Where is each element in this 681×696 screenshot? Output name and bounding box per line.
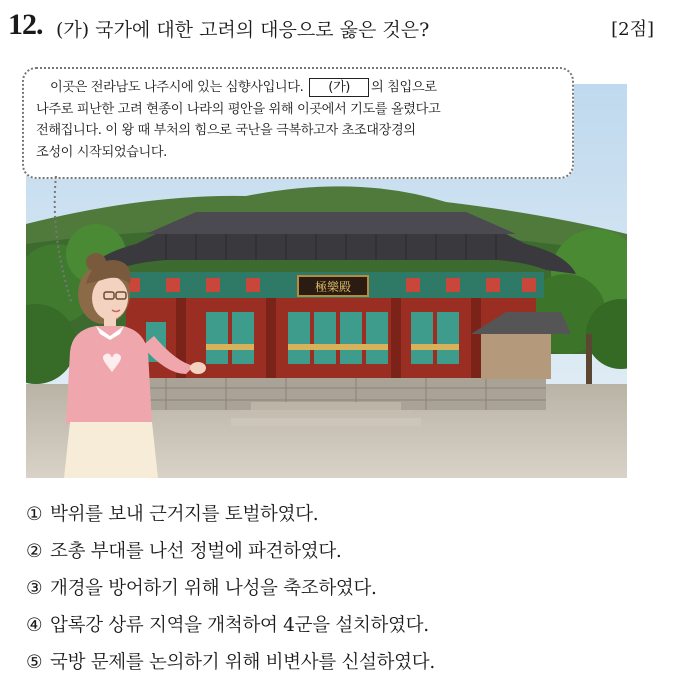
speech-bubble — [22, 67, 574, 179]
choice-4-number: ④ — [26, 615, 43, 636]
temple-signboard: 極樂殿 — [314, 280, 352, 294]
speech-line-1 — [36, 77, 560, 99]
choice-3-number: ③ — [26, 578, 43, 599]
choice-3[interactable] — [26, 574, 666, 611]
choice-1-text: 박위를 보내 근거지를 토벌하였다. — [50, 504, 319, 525]
question-header — [8, 6, 668, 46]
choice-4[interactable] — [26, 611, 666, 648]
answer-choices — [26, 500, 666, 685]
choice-2-text: 조총 부대를 나선 정벌에 파견하였다. — [50, 541, 342, 562]
speech-line-4: 조성이 시작되었습니다. — [36, 144, 167, 160]
choice-3-text: 개경을 방어하기 위해 나성을 축조하였다. — [50, 578, 377, 599]
choice-2-number: ② — [26, 541, 43, 562]
question-number: 12. — [8, 8, 43, 41]
speech-line-3: 전해집니다. 이 왕 때 부처의 힘으로 국난을 극복하고자 초조대장경의 — [36, 123, 416, 138]
question-points: [2점] — [611, 19, 654, 40]
choice-2[interactable] — [26, 537, 666, 574]
speech-bubble-tail — [50, 176, 80, 306]
speech-line-2: 나주로 피난한 고려 현종이 나라의 평안을 위해 이곳에서 기도를 올렸다고 — [36, 101, 441, 117]
speech-line-1-before: 이곳은 전라남도 나주시에 있는 심향사입니다. — [50, 80, 304, 95]
choice-5[interactable] — [26, 648, 666, 685]
choice-1-number: ① — [26, 504, 43, 525]
choice-5-text: 국방 문제를 논의하기 위해 비변사를 신설하였다. — [50, 652, 435, 673]
blank-box: (가) — [309, 78, 369, 97]
choice-1[interactable] — [26, 500, 666, 537]
question-stem: (가) 국가에 대한 고려의 대응으로 옳은 것은? — [56, 19, 430, 41]
speech-line-1-after: 의 침입으로 — [371, 80, 437, 95]
choice-4-text: 압록강 상류 지역을 개척하여 4군을 설치하였다. — [50, 615, 429, 636]
choice-5-number: ⑤ — [26, 652, 43, 673]
